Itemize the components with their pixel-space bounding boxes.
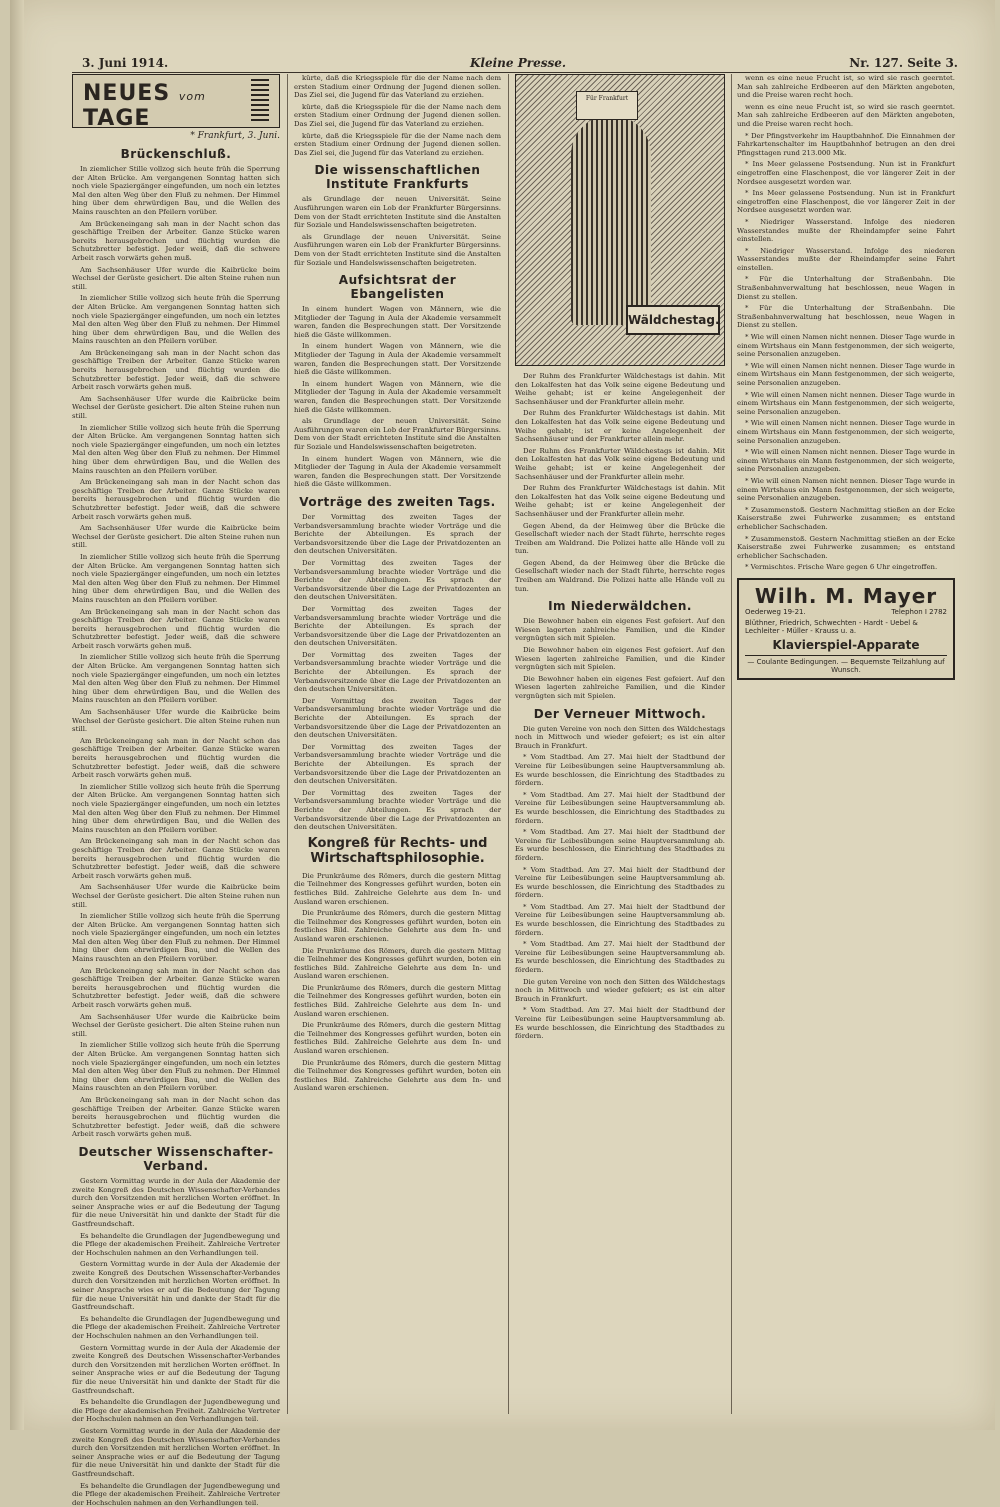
article-heading-large: Kongreß für Rechts- und Wirtschaftsphilosophie. — [307, 835, 488, 866]
masthead-title-word: NEUES — [83, 81, 171, 106]
article-paragraph: Am Brückeneingang sah man in der Nacht schon das geschäftige Treiben der Arbeiter. Ganze Stücke waren bereits herausgebrochen und flüchtig wurden die Schutzbretter befestigt. Jeder weiß, daß die schwere Arbeit rasch vorwärts gehen muß. — [72, 837, 280, 880]
article-paragraph: In ziemlicher Stille vollzog sich heute früh die Sperrung der Alten Brücke. Am vergangenen Sonntag hatten sich noch viele Spaziergänger eingefunden, um noch ein letztes Mal den alten Weg über den Fluß zu nehmen. Der Himmel hing über dem ehrwürdigen Bau, und die Wellen des Mains rauschten an den Pfeilern vorüber. — [72, 912, 280, 964]
article-paragraph: Der Vormittag des zweiten Tages der Verbandsversammlung brachte wieder Vorträge und die Berichte der Abteilungen. Es sprach der Verbandsvorsitzende über die Lage der Privatdozenten an den deutschen Universitäten. — [294, 604, 501, 648]
ad-brands: Blüthner, Friedrich, Schwechten - Hardt - Uebel & Lechleiter - Müller - Krauss u. a. — [745, 618, 918, 635]
article-paragraph: * Wie will einen Namen nicht nennen. Dieser Tage wurde in einem Wirtshaus ein Mann festgenommen, der sich weigerte, seine Personalien anzugeben. — [737, 390, 955, 416]
article-paragraph: In ziemlicher Stille vollzog sich heute früh die Sperrung der Alten Brücke. Am vergangenen Sonntag hatten sich noch viele Spaziergänger eingefunden, um noch ein letztes Mal den alten Weg über den Fluß zu nehmen. Der Himmel hing über dem ehrwürdigen Bau, und die Wellen des Mains rauschten an den Pfeilern vorüber. — [72, 1041, 280, 1093]
article-paragraph: * Wie will einen Namen nicht nennen. Dieser Tage wurde in einem Wirtshaus ein Mann festgenommen, der sich weigerte, seine Personalien anzugeben. — [737, 419, 955, 445]
ad-address: Oederweg 19-21. — [745, 607, 806, 616]
article-paragraph: Gestern Vormittag wurde in der Aula der Akademie der zweite Kongreß des Deutschen Wissenschafter-Verbandes durch den Vorsitzenden mit herzlichen Worten eröffnet. In seiner Ansprache wies er auf die Bedeutung der Tagung für die neue Universität hin und dankte der Stadt für die Gastfreundschaft. — [72, 1176, 280, 1228]
article-paragraph: Am Brückeneingang sah man in der Nacht schon das geschäftige Treiben der Arbeiter. Ganze Stücke waren bereits herausgebrochen und flüchtig wurden die Schutzbretter befestigt. Jeder weiß, daß die schwere Arbeit rasch vorwärts gehen muß. — [72, 219, 280, 262]
article-heading: Aufsichtsrat der Ebangelisten — [338, 273, 457, 302]
column-divider — [731, 74, 732, 1414]
article-paragraph: Die Bewohner haben ein eigenes Fest gefeiert. Auf den Wiesen lagerten zahlreiche Familien, und die Kinder vergnügten sich mit Spielen. — [515, 674, 725, 700]
article-heading: Vorträge des zweiten Tags. — [299, 494, 496, 509]
column-4 — [737, 74, 955, 1414]
article-paragraph: In ziemlicher Stille vollzog sich heute früh die Sperrung der Alten Brücke. Am vergangenen Sonntag hatten sich noch viele Spaziergänger eingefunden, um noch ein letztes Mal den alten Weg über den Fluß zu nehmen. Der Himmel hing über dem ehrwürdigen Bau, und die Wellen des Mains rauschten an den Pfeilern vorüber. — [72, 782, 280, 834]
article-paragraph: Die Prunkräume des Römers, durch die gestern Mittag die Teilnehmer des Kongresses geführt wurden, boten ein festliches Bild. Zahlreiche Gelehrte aus dem In- und Ausland waren erschienen. — [294, 909, 501, 943]
article-paragraph: * Vom Stadtbad. Am 27. Mai hielt der Stadtbund der Vereine für Leibesübungen seine Hauptversammlung ab. Es wurde beschlossen, die Einrichtung des Stadtbades zu fördern. — [515, 828, 725, 862]
cartoon-hat-label: Für Frankfurt — [576, 91, 638, 120]
article-paragraph: kürte, daß die Kriegsspiele für die der Name nach dem ersten Stadium einer Ordnung der Jugend dienen sollen. Das Ziel sei, die Jugend für das Vaterland zu erziehen. — [294, 131, 501, 157]
article-heading: Der Verneuer Mittwoch. — [533, 706, 707, 721]
article-paragraph: * Ins Meer gelassene Postsendung. Nun ist in Frankfurt eingetroffen eine Flaschenpost, die vor längerer Zeit in der Nordsee ausgesetzt worden war. — [737, 189, 955, 215]
article-paragraph: * Vom Stadtbad. Am 27. Mai hielt der Stadtbund der Vereine für Leibesübungen seine Hauptversammlung ab. Es wurde beschlossen, die Einrichtung des Stadtbades zu fördern. — [515, 865, 725, 900]
article-paragraph: In einem hundert Wagen von Männern, wie die Mitglieder der Tagung in Aula der Akademie versammelt waren, fanden die Besprechungen statt. Der Vorsitzende hieß die Gäste willkommen. — [294, 454, 501, 489]
article-paragraph: Am Sachsenhäuser Ufer wurde die Kaibrücke beim Wechsel der Gerüste gesichert. Die alten Steine ruhen nun still. — [72, 708, 280, 734]
article-heading: Im Niederwäldchen. — [548, 599, 692, 614]
article-paragraph: als Grundlage der neuen Universität. Seine Ausführungen waren ein Lob der Frankfurter Bürgersinns. Dem von der Stadt errichteten Institute sind die Anstalten für Soziale und Handelswissenschaften beigetreten. — [294, 417, 501, 451]
article-paragraph: * Wie will einen Namen nicht nennen. Dieser Tage wurde in einem Wirtshaus ein Mann festgenommen, der sich weigerte, seine Personalien anzugeben. — [737, 333, 955, 359]
article-paragraph: Am Sachsenhäuser Ufer wurde die Kaibrücke beim Wechsel der Gerüste gesichert. Die alten Steine ruhen nun still. — [72, 394, 280, 421]
article-heading: Deutscher Wissenschafter-Verband. — [78, 1144, 274, 1173]
article-paragraph: Gestern Vormittag wurde in der Aula der Akademie der zweite Kongreß des Deutschen Wissenschafter-Verbandes durch den Vorsitzenden mit herzlichen Worten eröffnet. In seiner Ansprache wies er auf die Bedeutung der Tagung für die neue Universität hin und dankte der Stadt für die Gastfreundschaft. — [72, 1260, 280, 1312]
article-paragraph: Am Brückeneingang sah man in der Nacht schon das geschäftige Treiben der Arbeiter. Ganze Stücke waren bereits herausgebrochen und flüchtig wurden die Schutzbretter befestigt. Jeder weiß, daß die schwere Arbeit rasch vorwärts gehen muß. — [72, 478, 280, 521]
column-divider — [508, 74, 509, 1414]
article-paragraph: Der Ruhm des Frankfurter Wäldchestags ist dahin. Mit den Lokalfesten hat das Volk seine eigene Bedeutung und Weihe gehabt; ist er keine Angelegenheit der Sachsenhäuser und der Frankfurter allein mehr. — [515, 372, 725, 406]
cathedral-tower-icon — [251, 79, 269, 121]
article-paragraph: Die Bewohner haben ein eigenes Fest gefeiert. Auf den Wiesen lagerten zahlreiche Familien, und die Kinder vergnügten sich mit Spielen. — [515, 646, 725, 672]
article-paragraph: * Vom Stadtbad. Am 27. Mai hielt der Stadtbund der Vereine für Leibesübungen seine Hauptversammlung ab. Es wurde beschlossen, die Einrichtung des Stadtbades zu fördern. — [515, 902, 725, 937]
dateline: * Frankfurt, 3. Juni. — [190, 131, 280, 141]
article-paragraph: Der Vormittag des zweiten Tages der Verbandsversammlung brachte wieder Vorträge und die Berichte der Abteilungen. Es sprach der Verbandsvorsitzende über die Lage der Privatdozenten an den deutschen Universitäten. — [294, 742, 501, 786]
article-heading: Brückenschluß. — [120, 147, 232, 161]
article-paragraph: Am Sachsenhäuser Ufer wurde die Kaibrücke beim Wechsel der Gerüste gesichert. Die alten Steine ruhen nun still. — [72, 524, 280, 550]
newspaper-page — [10, 0, 995, 1507]
ad-contact-row — [745, 608, 947, 616]
article-paragraph: Der Ruhm des Frankfurter Wäldchestags ist dahin. Mit den Lokalfesten hat das Volk seine eigene Bedeutung und Weihe gehabt; ist er keine Angelegenheit der Sachsenhäuser und der Frankfurter allein mehr. — [515, 446, 725, 481]
article-paragraph: Gestern Vormittag wurde in der Aula der Akademie der zweite Kongreß des Deutschen Wissenschafter-Verbandes durch den Vorsitzenden mit herzlichen Worten eröffnet. In seiner Ansprache wies er auf die Bedeutung der Tagung für die neue Universität hin und dankte der Stadt für die Gastfreundschaft. — [72, 1426, 280, 1478]
article-paragraph: * Niedriger Wasserstand. Infolge des niederen Wasserstandes mußte der Rheindampfer seine Fahrt einstellen. — [737, 217, 955, 244]
article-paragraph: Am Sachsenhäuser Ufer wurde die Kaibrücke beim Wechsel der Gerüste gesichert. Die alten Steine ruhen nun still. — [72, 883, 280, 909]
article-paragraph: Die guten Vereine von noch den Sitten des Wäldchestags noch in Mittwoch und wieder gefeiert; es ist ein alter Brauch in Frankfurt. — [515, 724, 725, 750]
article-paragraph: * Wie will einen Namen nicht nennen. Dieser Tage wurde in einem Wirtshaus ein Mann festgenommen, der sich weigerte, seine Personalien anzugeben. — [737, 448, 955, 474]
article-paragraph: * Vom Stadtbad. Am 27. Mai hielt der Stadtbund der Vereine für Leibesübungen seine Hauptversammlung ab. Es wurde beschlossen, die Einrichtung des Stadtbades zu fördern. — [515, 940, 725, 975]
article-paragraph: als Grundlage der neuen Universität. Seine Ausführungen waren ein Lob der Frankfurter Bürgersinns. Dem von der Stadt errichteten Institute sind die Anstalten für Soziale und Handelswissenschaften beigetreten. — [294, 232, 501, 267]
article-paragraph: Am Brückeneingang sah man in der Nacht schon das geschäftige Treiben der Arbeiter. Ganze Stücke waren bereits herausgebrochen und flüchtig wurden die Schutzbretter befestigt. Jeder weiß, daß die schwere Arbeit rasch vorwärts gehen muß. — [72, 348, 280, 392]
column-divider — [287, 74, 288, 1414]
ad-product: Klavierspiel-Apparate — [772, 637, 920, 652]
article-paragraph: Die Prunkräume des Römers, durch die gestern Mittag die Teilnehmer des Kongresses geführt wurden, boten ein festliches Bild. Zahlreiche Gelehrte aus dem In- und Ausland waren erschienen. — [294, 1021, 501, 1056]
masthead-title-end: TAGE — [83, 106, 151, 131]
section-masthead — [72, 74, 280, 131]
article-paragraph: Am Brückeneingang sah man in der Nacht schon das geschäftige Treiben der Arbeiter. Ganze Stücke waren bereits herausgebrochen und flüchtig wurden die Schutzbretter befestigt. Jeder weiß, daß die schwere Arbeit rasch vorwärts gehen muß. — [72, 966, 280, 1010]
article-paragraph: * Für die Unterhaltung der Straßenbahn. Die Straßenbahnverwaltung hat beschlossen, neue Wagen in Dienst zu stellen. — [737, 304, 955, 330]
article-paragraph: Am Sachsenhäuser Ufer wurde die Kaibrücke beim Wechsel der Gerüste gesichert. Die alten Steine ruhen nun still. — [72, 265, 280, 291]
article-paragraph: wenn es eine neue Frucht ist, so wird sie rasch geerntet. Man sah zahlreiche Erdbeeren auf den Märkten angeboten, und die Preise waren recht hoch. — [737, 102, 955, 128]
article-paragraph: In einem hundert Wagen von Männern, wie die Mitglieder der Tagung in Aula der Akademie versammelt waren, fanden die Besprechungen statt. Der Vorsitzende hieß die Gäste willkommen. — [294, 305, 501, 339]
header-issue-page: Nr. 127. Seite 3. — [849, 56, 958, 70]
article-paragraph: * Ins Meer gelassene Postsendung. Nun ist in Frankfurt eingetroffen eine Flaschenpost, die vor längerer Zeit in der Nordsee ausgesetzt worden war. — [737, 160, 955, 186]
page-header — [70, 52, 970, 72]
article-paragraph: * Vom Stadtbad. Am 27. Mai hielt der Stadtbund der Vereine für Leibesübungen seine Hauptversammlung ab. Es wurde beschlossen, die Einrichtung des Stadtbades zu fördern. — [515, 1006, 725, 1041]
article-paragraph: Es behandelte die Grundlagen der Jugendbewegung und die Pflege der akademischen Freiheit. Zahlreiche Vertreter der Hochschulen nahmen an den Verhandlungen teil. — [72, 1231, 280, 1257]
article-paragraph: kürte, daß die Kriegsspiele für die der Name nach dem ersten Stadium einer Ordnung der Jugend dienen sollen. Das Ziel sei, die Jugend für das Vaterland zu erziehen. — [294, 74, 501, 100]
article-paragraph: Die Prunkräume des Römers, durch die gestern Mittag die Teilnehmer des Kongresses geführt wurden, boten ein festliches Bild. Zahlreiche Gelehrte aus dem In- und Ausland waren erschienen. — [294, 946, 501, 981]
article-paragraph: In ziemlicher Stille vollzog sich heute früh die Sperrung der Alten Brücke. Am vergangenen Sonntag hatten sich noch viele Spaziergänger eingefunden, um noch ein letztes Mal den alten Weg über den Fluß zu nehmen. Der Himmel hing über dem ehrwürdigen Bau, und die Wellen des Mains rauschten an den Pfeilern vorüber. — [72, 653, 280, 705]
article-paragraph: In ziemlicher Stille vollzog sich heute früh die Sperrung der Alten Brücke. Am vergangenen Sonntag hatten sich noch viele Spaziergänger eingefunden, um noch ein letztes Mal den alten Weg über den Fluß zu nehmen. Der Himmel hing über dem ehrwürdigen Bau, und die Wellen des Mains rauschten an den Pfeilern vorüber. — [72, 165, 280, 216]
article-paragraph: Der Ruhm des Frankfurter Wäldchestags ist dahin. Mit den Lokalfesten hat das Volk seine eigene Bedeutung und Weihe gehabt; ist er keine Angelegenheit der Sachsenhäuser und der Frankfurter allein mehr. — [515, 409, 725, 444]
article-paragraph: als Grundlage der neuen Universität. Seine Ausführungen waren ein Lob der Frankfurter Bürgersinns. Dem von der Stadt errichteten Institute sind die Anstalten für Soziale und Handelswissenschaften beigetreten. — [294, 195, 501, 230]
article-paragraph: * Zusammenstoß. Gestern Nachmittag stießen an der Ecke Kaiserstraße zwei Fuhrwerke zusammen; es entstand erheblicher Sachschaden. — [737, 505, 955, 531]
column-2 — [294, 74, 501, 1414]
article-paragraph: Am Sachsenhäuser Ufer wurde die Kaibrücke beim Wechsel der Gerüste gesichert. Die alten Steine ruhen nun still. — [72, 1012, 280, 1038]
ad-company-name: Wilh. M. Mayer — [754, 583, 938, 608]
article-paragraph: Die Prunkräume des Römers, durch die gestern Mittag die Teilnehmer des Kongresses geführt wurden, boten ein festliches Bild. Zahlreiche Gelehrte aus dem In- und Ausland waren erschienen. — [294, 871, 501, 906]
article-paragraph: * Niedriger Wasserstand. Infolge des niederen Wasserstandes mußte der Rheindampfer seine Fahrt einstellen. — [737, 246, 955, 272]
article-paragraph: Am Brückeneingang sah man in der Nacht schon das geschäftige Treiben der Arbeiter. Ganze Stücke waren bereits herausgebrochen und flüchtig wurden die Schutzbretter befestigt. Jeder weiß, daß die schwere Arbeit rasch vorwärts gehen muß. — [72, 607, 280, 650]
article-paragraph: In einem hundert Wagen von Männern, wie die Mitglieder der Tagung in Aula der Akademie versammelt waren, fanden die Besprechungen statt. Der Vorsitzende hieß die Gäste willkommen. — [294, 342, 501, 377]
article-paragraph: * Zusammenstoß. Gestern Nachmittag stießen an der Ecke Kaiserstraße zwei Fuhrwerke zusammen; es entstand erheblicher Sachschaden. — [737, 534, 955, 560]
article-paragraph: Gegen Abend, da der Heimweg über die Brücke die Gesellschaft wieder nach der Stadt führte, herrschte reges Treiben am Waldrand. Die Polizei hatte alle Hände voll zu tun. — [515, 558, 725, 593]
article-paragraph: kürte, daß die Kriegsspiele für die der Name nach dem ersten Stadium einer Ordnung der Jugend dienen sollen. Das Ziel sei, die Jugend für das Vaterland zu erziehen. — [294, 102, 501, 128]
article-paragraph: Am Brückeneingang sah man in der Nacht schon das geschäftige Treiben der Arbeiter. Ganze Stücke waren bereits herausgebrochen und flüchtig wurden die Schutzbretter befestigt. Jeder weiß, daß die schwere Arbeit rasch vorwärts gehen muß. — [72, 1095, 280, 1139]
article-paragraph: In ziemlicher Stille vollzog sich heute früh die Sperrung der Alten Brücke. Am vergangenen Sonntag hatten sich noch viele Spaziergänger eingefunden, um noch ein letztes Mal den alten Weg über den Fluß zu nehmen. Der Himmel hing über dem ehrwürdigen Bau, und die Wellen des Mains rauschten an den Pfeilern vorüber. — [72, 552, 280, 604]
article-paragraph: Der Vormittag des zweiten Tages der Verbandsversammlung brachte wieder Vorträge und die Berichte der Abteilungen. Es sprach der Verbandsvorsitzende über die Lage der Privatdozenten an den deutschen Universitäten. — [294, 558, 501, 602]
article-paragraph: Der Vormittag des zweiten Tages der Verbandsversammlung brachte wieder Vorträge und die Berichte der Abteilungen. Es sprach der Verbandsvorsitzende über die Lage der Privatdozenten an den deutschen Universitäten. — [294, 788, 501, 832]
article-paragraph: Der Vormittag des zweiten Tages der Verbandsversammlung brachte wieder Vorträge und die Berichte der Abteilungen. Es sprach der Verbandsvorsitzende über die Lage der Privatdozenten an den deutschen Universitäten. — [294, 696, 501, 740]
article-paragraph: * Für die Unterhaltung der Straßenbahn. Die Straßenbahnverwaltung hat beschlossen, neue Wagen in Dienst zu stellen. — [737, 275, 955, 301]
article-paragraph: * Vom Stadtbad. Am 27. Mai hielt der Stadtbund der Vereine für Leibesübungen seine Hauptversammlung ab. Es wurde beschlossen, die Einrichtung des Stadtbades zu fördern. — [515, 790, 725, 825]
article-paragraph: * Der Pfingstverkehr im Hauptbahnhof. Die Einnahmen der Fahrkartenschalter im Hauptbahnhof betrugen an den drei Pfingsttagen rund 213.000 Mk. — [737, 131, 955, 157]
cartoon-figure — [571, 115, 651, 325]
column-1 — [72, 74, 280, 1507]
header-date: 3. Juni 1914. — [82, 56, 169, 70]
article-paragraph: Die guten Vereine von noch den Sitten des Wäldchestags noch in Mittwoch und wieder gefeiert; es ist ein alter Brauch in Frankfurt. — [515, 977, 725, 1003]
article-paragraph: Am Brückeneingang sah man in der Nacht schon das geschäftige Treiben der Arbeiter. Ganze Stücke waren bereits herausgebrochen und flüchtig wurden die Schutzbretter befestigt. Jeder weiß, daß die schwere Arbeit rasch vorwärts gehen muß. — [72, 736, 280, 780]
masthead-title-small: vom — [178, 90, 206, 103]
header-paper-name: Kleine Presse. — [470, 56, 567, 70]
article-paragraph: In einem hundert Wagen von Männern, wie die Mitglieder der Tagung in Aula der Akademie versammelt waren, fanden die Besprechungen statt. Der Vorsitzende hieß die Gäste willkommen. — [294, 379, 501, 414]
article-paragraph: Die Bewohner haben ein eigenes Fest gefeiert. Auf den Wiesen lagerten zahlreiche Familien, und die Kinder vergnügten sich mit Spielen. — [515, 617, 725, 643]
ad-terms: — Coulante Bedingungen. — Bequemste Teilzahlung auf Wunsch. — [745, 655, 947, 674]
article-heading: Die wissenschaftlichen Institute Frankfurts — [314, 163, 481, 192]
page-fold — [10, 0, 24, 1430]
advertisement-mayer — [737, 578, 955, 680]
article-paragraph: * Wie will einen Namen nicht nennen. Dieser Tage wurde in einem Wirtshaus ein Mann festgenommen, der sich weigerte, seine Personalien anzugeben. — [737, 361, 955, 387]
article-paragraph: Gestern Vormittag wurde in der Aula der Akademie der zweite Kongreß des Deutschen Wissenschafter-Verbandes durch den Vorsitzenden mit herzlichen Worten eröffnet. In seiner Ansprache wies er auf die Bedeutung der Tagung für die neue Universität hin und dankte der Stadt für die Gastfreundschaft. — [72, 1343, 280, 1395]
article-paragraph: * Wie will einen Namen nicht nennen. Dieser Tage wurde in einem Wirtshaus ein Mann festgenommen, der sich weigerte, seine Personalien anzugeben. — [737, 476, 955, 503]
cartoon-sign: Wäldchestag. — [626, 305, 720, 335]
article-paragraph: wenn es eine neue Frucht ist, so wird sie rasch geerntet. Man sah zahlreiche Erdbeeren auf den Märkten angeboten, und die Preise waren recht hoch. — [737, 74, 955, 100]
article-paragraph: In ziemlicher Stille vollzog sich heute früh die Sperrung der Alten Brücke. Am vergangenen Sonntag hatten sich noch viele Spaziergänger eingefunden, um noch ein letztes Mal den alten Weg über den Fluß zu nehmen. Der Himmel hing über dem ehrwürdigen Bau, und die Wellen des Mains rauschten an den Pfeilern vorüber. — [72, 423, 280, 475]
article-paragraph: Es behandelte die Grundlagen der Jugendbewegung und die Pflege der akademischen Freiheit. Zahlreiche Vertreter der Hochschulen nahmen an den Verhandlungen teil. — [72, 1481, 280, 1507]
article-paragraph: * Vermischtes. Frische Ware gegen 6 Uhr eingetroffen. — [745, 563, 938, 572]
article-paragraph: Die Prunkräume des Römers, durch die gestern Mittag die Teilnehmer des Kongresses geführt wurden, boten ein festliches Bild. Zahlreiche Gelehrte aus dem In- und Ausland waren erschienen. — [294, 983, 501, 1018]
article-paragraph: Der Vormittag des zweiten Tages der Verbandsversammlung brachte wieder Vorträge und die Berichte der Abteilungen. Es sprach der Verbandsvorsitzende über die Lage der Privatdozenten an den deutschen Universitäten. — [294, 650, 501, 694]
ad-telephone: Telephon I 2782 — [891, 607, 947, 616]
article-paragraph: Der Vormittag des zweiten Tages der Verbandsversammlung brachte wieder Vorträge und die Berichte der Abteilungen. Es sprach der Verbandsvorsitzende über die Lage der Privatdozenten an den deutschen Universitäten. — [294, 512, 501, 556]
article-paragraph: Es behandelte die Grundlagen der Jugendbewegung und die Pflege der akademischen Freiheit. Zahlreiche Vertreter der Hochschulen nahmen an den Verhandlungen teil. — [72, 1314, 280, 1341]
article-paragraph: In ziemlicher Stille vollzog sich heute früh die Sperrung der Alten Brücke. Am vergangenen Sonntag hatten sich noch viele Spaziergänger eingefunden, um noch ein letztes Mal den alten Weg über den Fluß zu nehmen. Der Himmel hing über dem ehrwürdigen Bau, und die Wellen des Mains rauschten an den Pfeilern vorüber. — [72, 294, 280, 346]
column-3 — [515, 74, 725, 1414]
header-rule — [72, 72, 952, 73]
article-paragraph: * Vom Stadtbad. Am 27. Mai hielt der Stadtbund der Vereine für Leibesübungen seine Hauptversammlung ab. Es wurde beschlossen, die Einrichtung des Stadtbades zu fördern. — [515, 753, 725, 788]
article-paragraph: Gegen Abend, da der Heimweg über die Brücke die Gesellschaft wieder nach der Stadt führte, herrschte reges Treiben am Waldrand. Die Polizei hatte alle Hände voll zu tun. — [515, 521, 725, 556]
wäldchestag-cartoon — [515, 74, 725, 366]
article-paragraph: Der Ruhm des Frankfurter Wäldchestags ist dahin. Mit den Lokalfesten hat das Volk seine eigene Bedeutung und Weihe gehabt; ist er keine Angelegenheit der Sachsenhäuser und der Frankfurter allein mehr. — [515, 484, 725, 518]
article-paragraph: Es behandelte die Grundlagen der Jugendbewegung und die Pflege der akademischen Freiheit. Zahlreiche Vertreter der Hochschulen nahmen an den Verhandlungen teil. — [72, 1398, 280, 1424]
masthead-title — [83, 81, 279, 131]
article-paragraph: Die Prunkräume des Römers, durch die gestern Mittag die Teilnehmer des Kongresses geführt wurden, boten ein festliches Bild. Zahlreiche Gelehrte aus dem In- und Ausland waren erschienen. — [294, 1058, 501, 1093]
